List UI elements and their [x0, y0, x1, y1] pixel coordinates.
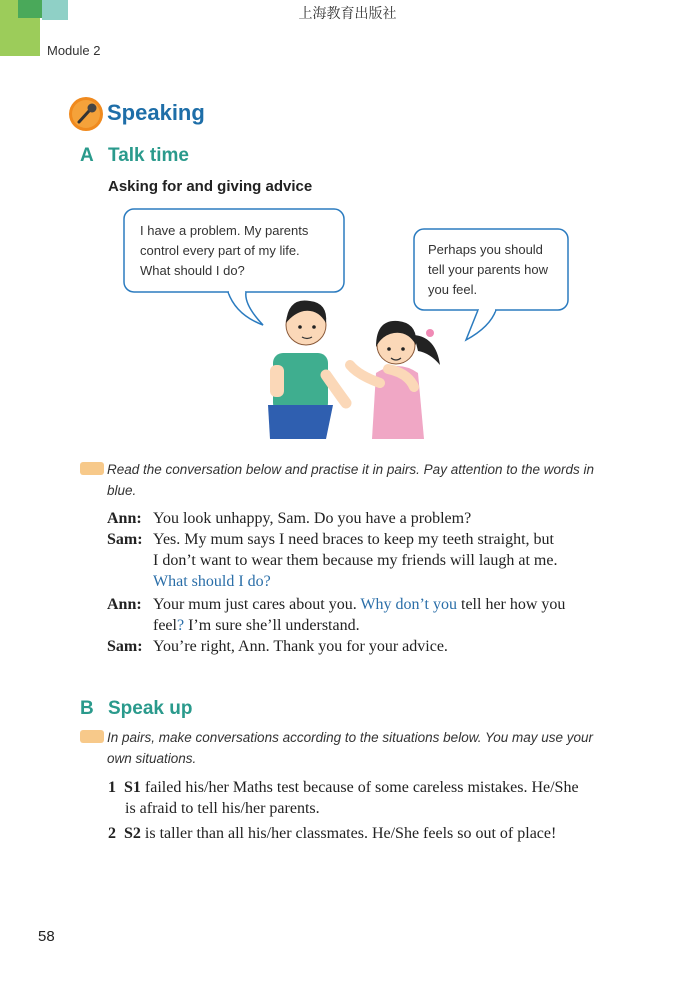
dialogue-line — [107, 529, 554, 550]
instruction-text: In pairs, make conversations according to the situations below. You may use your — [107, 730, 594, 745]
dialogue-text: feel — [153, 617, 177, 634]
dialogue-text: Your mum just cares about you. — [153, 596, 361, 613]
page-number: 58 — [38, 928, 55, 945]
girl-figure — [350, 321, 440, 439]
speaker-label: Sam: — [107, 531, 143, 548]
section-title: Speaking — [107, 100, 205, 125]
bubble-left-line: What should I do? — [140, 263, 245, 278]
instruction-marker — [80, 730, 104, 743]
situation-text: failed his/her Maths test because of some careless mistakes. He/She — [140, 779, 579, 796]
bubble-left-line: I have a problem. My parents — [140, 223, 309, 238]
dialogue-text: I don’t want to wear them because my friends will laugh at me. — [153, 552, 558, 569]
item-number: 2 — [108, 825, 116, 842]
instruction-text: blue. — [107, 483, 137, 498]
bubble-right-line: tell your parents how — [428, 262, 548, 277]
part-b-letter: B — [80, 698, 94, 719]
instruction-marker — [80, 462, 104, 475]
dialogue-blue-phrase: ? — [176, 617, 185, 634]
dialogue-text: You’re right, Ann. Thank you for your advice. — [153, 638, 448, 655]
dialogue-blue-phrase: Why don’t you — [360, 596, 457, 613]
bubble-right-line: you feel. — [428, 282, 478, 297]
situation-item — [108, 823, 556, 844]
speaker-label: Sam: — [107, 638, 143, 655]
dialogue-text: Yes. My mum says I need braces to keep my teeth straight, but — [153, 531, 554, 548]
dialogue-line — [107, 550, 557, 571]
item-number: 1 — [108, 779, 116, 796]
dialogue-text: You look unhappy, Sam. Do you have a problem? — [153, 510, 472, 527]
dialogue-line — [107, 615, 360, 636]
instruction-text: Read the conversation below and practise it in pairs. Pay attention to the words in — [107, 462, 595, 477]
student-label: S2 — [124, 825, 141, 842]
subheading: Asking for and giving advice — [108, 178, 313, 195]
situation-item — [108, 777, 579, 798]
boy-figure — [268, 300, 346, 439]
part-a-letter: A — [80, 145, 94, 166]
speaker-label: Ann: — [107, 510, 142, 527]
dialogue-line — [107, 594, 565, 615]
situation-text: is taller than all his/her classmates. He/She feels so out of place! — [140, 825, 557, 842]
part-b-title: Speak up — [108, 698, 193, 719]
module-label: Module 2 — [47, 43, 101, 58]
microphone-icon — [68, 96, 104, 132]
instruction-text: own situations. — [107, 751, 197, 766]
bubble-left-line: control every part of my life. — [140, 243, 300, 258]
part-a-title: Talk time — [108, 145, 189, 166]
dialogue-line — [107, 636, 448, 657]
speaker-label: Ann: — [107, 596, 142, 613]
dialogue-text: I’m sure she’ll understand. — [184, 617, 360, 634]
publisher-name: 上海教育出版社 — [298, 6, 397, 22]
dialogue-blue-phrase: What should I do? — [153, 573, 271, 590]
dialogue-line — [107, 571, 271, 592]
dialogue-line — [107, 508, 471, 529]
bubble-right-line: Perhaps you should — [428, 242, 543, 257]
dialogue-text: tell her how you — [457, 596, 566, 613]
student-label: S1 — [124, 779, 141, 796]
situation-item-continued: is afraid to tell his/her parents. — [125, 800, 320, 817]
